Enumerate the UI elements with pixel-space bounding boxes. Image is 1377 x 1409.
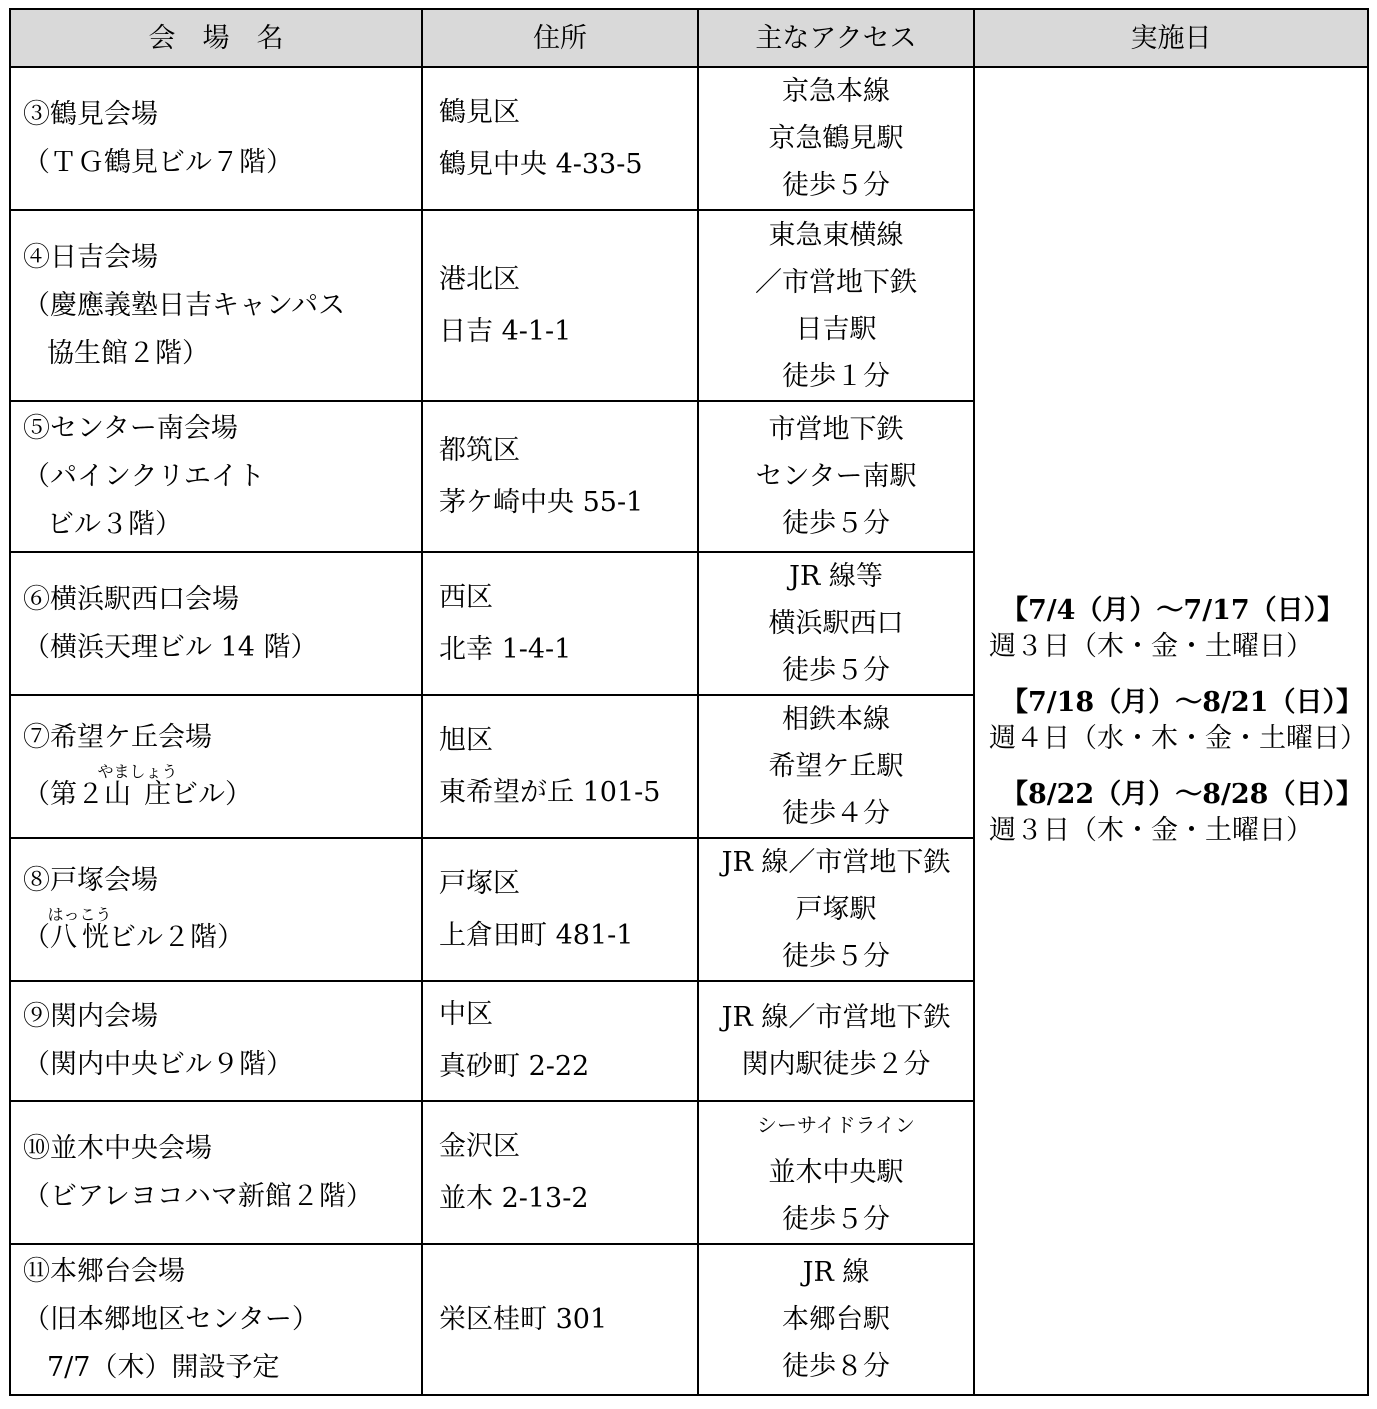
address-street: 鶴見中央 4-33-5 bbox=[439, 148, 643, 180]
access-cell bbox=[698, 1101, 974, 1244]
schedule-range: 【8/22（月）～8/28（日）】 bbox=[1001, 779, 1363, 810]
venue-cell bbox=[10, 401, 422, 552]
address-cell bbox=[422, 695, 698, 838]
access-line: シーサイドライン bbox=[757, 1113, 915, 1137]
venue-name: ③鶴見会場 bbox=[23, 98, 158, 130]
address-ward: 西区 bbox=[439, 581, 493, 613]
address-ward: 港北区 bbox=[439, 263, 520, 295]
venue-building-floor: ビル３階） bbox=[47, 508, 182, 540]
schedule-period bbox=[989, 685, 1367, 757]
schedule-days: 週４日（水・木・金・土曜日） bbox=[989, 723, 1367, 754]
access-cell bbox=[698, 210, 974, 401]
access-walk: 徒歩５分 bbox=[782, 941, 890, 972]
address-street: 真砂町 2-22 bbox=[439, 1051, 590, 1082]
building-prefix: （第２ bbox=[23, 779, 104, 810]
venue-opening-note: 7/7（木）開設予定 bbox=[47, 1351, 280, 1383]
access-cell bbox=[698, 552, 974, 695]
access-walk: 徒歩５分 bbox=[782, 655, 890, 686]
access-station: 京急鶴見駅 bbox=[768, 123, 904, 154]
access-line: 東急東横線 bbox=[768, 219, 904, 251]
venue-cell bbox=[10, 981, 422, 1101]
venue-name: ⑥横浜駅西口会場 bbox=[23, 583, 239, 615]
access-station: センター南駅 bbox=[755, 461, 917, 492]
access-line: JR 線／市営地下鉄 bbox=[721, 847, 951, 878]
access-walk: 徒歩５分 bbox=[782, 508, 890, 539]
access-walk: 徒歩８分 bbox=[782, 1351, 890, 1382]
schedule-range: 【7/4（月）～7/17（日）】 bbox=[1001, 595, 1345, 626]
schedule-cell bbox=[974, 67, 1368, 1395]
venue-name: ⑨関内会場 bbox=[23, 1001, 158, 1032]
access-walk: 徒歩４分 bbox=[782, 798, 890, 829]
ruby-base: 山庄 bbox=[97, 779, 178, 810]
access-line-2: ／市営地下鉄 bbox=[755, 266, 917, 298]
venue-building: （慶應義塾日吉キャンパス bbox=[23, 289, 346, 321]
access-cell bbox=[698, 695, 974, 838]
venue-building bbox=[23, 762, 421, 819]
address-street: 上倉田町 481-1 bbox=[439, 919, 634, 951]
address-street: 北幸 1-4-1 bbox=[439, 633, 572, 665]
address-cell bbox=[422, 1101, 698, 1244]
access-station: 並木中央駅 bbox=[768, 1157, 904, 1188]
address-ward: 金沢区 bbox=[439, 1130, 520, 1162]
venue-name: ⑧戸塚会場 bbox=[23, 865, 158, 896]
access-station: 関内駅徒歩２分 bbox=[741, 1049, 931, 1080]
address-cell bbox=[422, 401, 698, 552]
access-cell bbox=[698, 838, 974, 981]
access-cell bbox=[698, 981, 974, 1101]
venue-cell bbox=[10, 210, 422, 401]
access-line: JR 線等 bbox=[789, 561, 883, 592]
venue-name: ⑤センター南会場 bbox=[23, 412, 238, 444]
address-ward: 旭区 bbox=[439, 724, 493, 756]
venue-building bbox=[23, 905, 421, 962]
schedule-range: 【7/18（月）～8/21（日）】 bbox=[1001, 687, 1363, 718]
venue-table bbox=[9, 8, 1369, 1396]
building-ruby bbox=[47, 905, 112, 953]
address-cell bbox=[422, 67, 698, 210]
venue-name: ④日吉会場 bbox=[23, 241, 158, 273]
schedule-period bbox=[989, 777, 1367, 849]
ruby-base: 八恍 bbox=[47, 922, 112, 953]
venue-cell bbox=[10, 67, 422, 210]
schedule-days: 週３日（木・金・土曜日） bbox=[989, 631, 1313, 662]
address-street: 茅ケ崎中央 55-1 bbox=[439, 486, 644, 518]
building-suffix: ビル） bbox=[171, 779, 253, 810]
address-street: 東希望が丘 101-5 bbox=[439, 776, 661, 808]
access-station: 横浜駅西口 bbox=[768, 608, 904, 639]
access-walk: 徒歩５分 bbox=[782, 1204, 890, 1235]
venue-name: ⑩並木中央会場 bbox=[23, 1132, 212, 1164]
header-row bbox=[10, 9, 1368, 67]
address-ward: 鶴見区 bbox=[439, 96, 520, 128]
table-row bbox=[10, 67, 1368, 210]
venue-cell bbox=[10, 838, 422, 981]
access-walk: 徒歩５分 bbox=[782, 170, 890, 201]
venue-cell bbox=[10, 695, 422, 838]
venue-building: （旧本郷地区センター） bbox=[23, 1303, 319, 1335]
access-cell bbox=[698, 1244, 974, 1395]
address-cell bbox=[422, 552, 698, 695]
address-cell bbox=[422, 838, 698, 981]
address-street: 並木 2-13-2 bbox=[439, 1182, 589, 1214]
venue-name: ⑪本郷台会場 bbox=[23, 1255, 185, 1287]
access-station: 日吉駅 bbox=[795, 313, 877, 345]
venue-building: （横浜天理ビル 14 階） bbox=[23, 631, 318, 663]
building-suffix: ビル２階） bbox=[109, 922, 245, 953]
schedule-period bbox=[989, 593, 1367, 665]
access-station: 本郷台駅 bbox=[782, 1304, 890, 1335]
schedule-days: 週３日（木・金・土曜日） bbox=[989, 815, 1313, 846]
venue-building-floor: 協生館２階） bbox=[47, 337, 209, 369]
building-prefix: （ bbox=[23, 922, 50, 953]
venue-building: （ビアレヨコハマ新館２階） bbox=[23, 1180, 373, 1212]
address-ward: 戸塚区 bbox=[439, 867, 520, 899]
venue-building: （関内中央ビル９階） bbox=[23, 1049, 293, 1080]
access-cell bbox=[698, 401, 974, 552]
header-address: 住所 bbox=[422, 9, 698, 67]
header-dates: 実施日 bbox=[974, 9, 1368, 67]
ruby-reading: やましょう bbox=[97, 762, 178, 781]
address-cell bbox=[422, 210, 698, 401]
venue-cell bbox=[10, 1101, 422, 1244]
access-line: 京急本線 bbox=[782, 76, 890, 107]
address-ward: 中区 bbox=[439, 999, 493, 1030]
venue-building: （パインクリエイト bbox=[23, 460, 265, 492]
venue-name: ⑦希望ケ丘会場 bbox=[23, 722, 212, 753]
access-station: 希望ケ丘駅 bbox=[768, 751, 904, 782]
building-ruby bbox=[97, 762, 178, 810]
address-street: 日吉 4-1-1 bbox=[439, 315, 572, 347]
access-line: 相鉄本線 bbox=[782, 704, 890, 735]
address-street: 栄区桂町 301 bbox=[439, 1303, 608, 1335]
header-access: 主なアクセス bbox=[698, 9, 974, 67]
header-venue: 会 場 名 bbox=[10, 9, 422, 67]
access-walk: 徒歩１分 bbox=[782, 360, 890, 392]
access-station: 戸塚駅 bbox=[795, 894, 877, 925]
venue-cell bbox=[10, 1244, 422, 1395]
access-line: 市営地下鉄 bbox=[768, 414, 904, 445]
venue-cell bbox=[10, 552, 422, 695]
access-line: JR 線／市営地下鉄 bbox=[721, 1002, 951, 1033]
ruby-reading: はっこう bbox=[47, 905, 112, 924]
access-line: JR 線 bbox=[802, 1257, 870, 1288]
address-ward: 都筑区 bbox=[439, 434, 520, 466]
address-cell bbox=[422, 981, 698, 1101]
access-cell bbox=[698, 67, 974, 210]
address-cell bbox=[422, 1244, 698, 1395]
venue-building: （ＴＧ鶴見ビル７階） bbox=[23, 146, 293, 178]
